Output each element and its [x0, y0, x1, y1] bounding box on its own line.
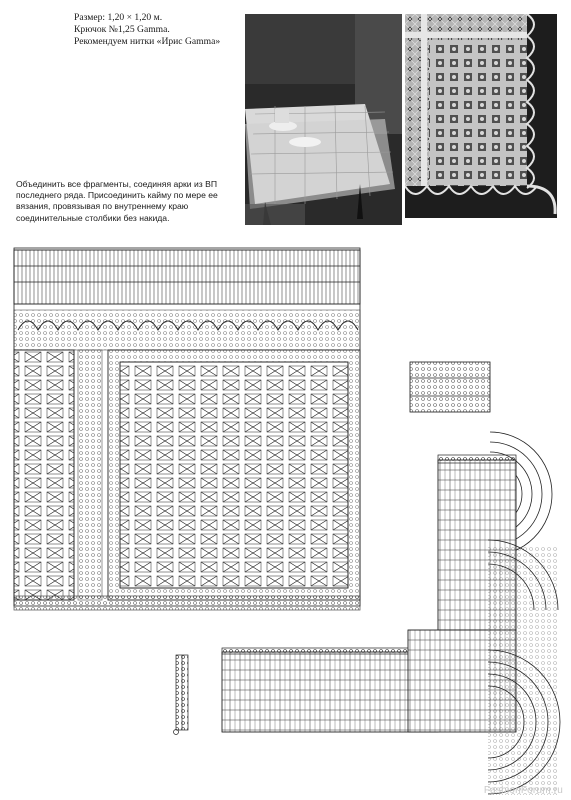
instructions-text: Объединить все фрагменты, соединяя арки из ВП последнего ряда. Присоединить кайму по мере ее вязания, провязывая по внутреннему краю соединительные столбики без накида.	[16, 179, 218, 223]
hook-text: Крючок №1,25 Gamma.	[74, 24, 170, 36]
main-square-chart	[14, 248, 360, 610]
edge-sample-chart	[410, 362, 490, 412]
yarn-text: Рекомендуем нитки «Ирис Gamma»	[74, 36, 221, 48]
chain-column-chart	[174, 655, 189, 735]
size-text: Размер: 1,20 × 1,20 м.	[74, 12, 163, 23]
scallop-edging-chart	[488, 540, 560, 795]
watermark-text: FashionForum.ru	[483, 785, 563, 796]
